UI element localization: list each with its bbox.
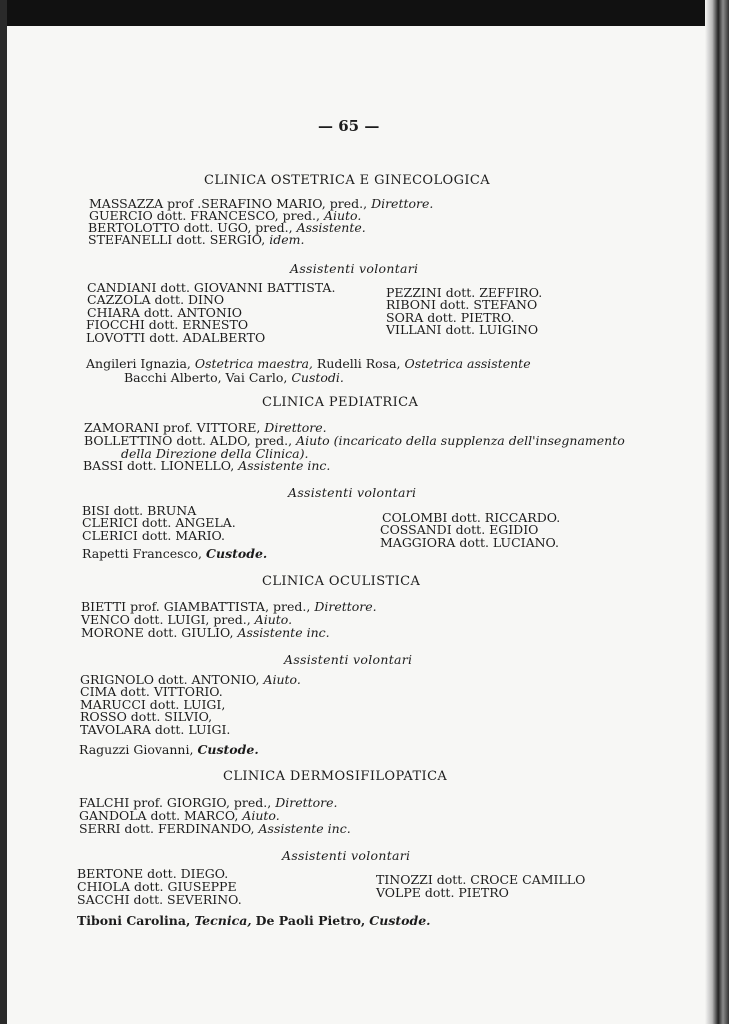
- volunteer-name: TAVOLARA dott. LUIGI.: [80, 722, 231, 737]
- volunteer-name: CHIARA dott. ANTONIO: [87, 305, 243, 320]
- volunteer-name: BISI dott. BRUNA: [82, 503, 197, 518]
- staff-line: BERTOLOTTO dott. UGO, pred., Assistente.: [88, 220, 366, 235]
- volunteer-name: CLERICI dott. ANGELA.: [82, 515, 236, 530]
- volunteer-name: CAZZOLA dott. DINO: [87, 292, 225, 307]
- staff-line: GANDOLA dott. MARCO, Aiuto.: [79, 808, 280, 823]
- volunteer-name: COLOMBI dott. RICCARDO.: [382, 510, 561, 525]
- volunteer-name: BERTONE dott. DIEGO.: [77, 866, 229, 881]
- staff-line: BIETTI prof. GIAMBATTISTA, pred., Direttore.: [81, 599, 377, 614]
- staff-line: GUERCIO dott. FRANCESCO, pred., Aiuto.: [89, 208, 362, 223]
- staff-line: MORONE dott. GIULIO, Assistente inc.: [81, 625, 330, 640]
- scan-left-border: [0, 0, 7, 1024]
- volunteers-heading: Assistenti volontari: [282, 848, 411, 863]
- volunteer-name: TINOZZI dott. CROCE CAMILLO: [376, 872, 586, 887]
- volunteer-name: CANDIANI dott. GIOVANNI BATTISTA.: [87, 280, 336, 295]
- volunteer-name: PEZZINI dott. ZEFFIRO.: [386, 285, 543, 300]
- page-number: — 65 —: [318, 117, 380, 135]
- volunteer-name: RIBONI dott. STEFANO: [386, 297, 538, 312]
- staff-line: STEFANELLI dott. SERGIO, idem.: [88, 232, 305, 247]
- volunteer-name: CIMA dott. VITTORIO.: [80, 684, 223, 699]
- volunteer-name: GRIGNOLO dott. ANTONIO, Aiuto.: [80, 672, 301, 687]
- section-heading-ostetrica: CLINICA OSTETRICA E GINECOLOGICA: [204, 173, 491, 188]
- book-spine-edge: [705, 0, 729, 1024]
- section-heading-pediatrica: CLINICA PEDIATRICA: [262, 395, 419, 410]
- staff-line: della Direzione della Clinica).: [121, 446, 309, 461]
- volunteer-name: VOLPE dott. PIETRO: [376, 885, 509, 900]
- staff-line: VENCO dott. LUIGI, pred., Aiuto.: [81, 612, 293, 627]
- volunteer-name: SORA dott. PIETRO.: [386, 310, 515, 325]
- custodian-line: Bacchi Alberto, Vai Carlo, Custodi.: [124, 370, 344, 385]
- volunteer-name: COSSANDI dott. EGIDIO: [380, 522, 539, 537]
- volunteer-name: VILLANI dott. LUIGINO: [386, 322, 539, 337]
- volunteer-name: MAGGIORA dott. LUCIANO.: [380, 535, 560, 550]
- volunteer-name: LOVOTTI dott. ADALBERTO: [86, 330, 266, 345]
- volunteer-name: MARUCCI dott. LUIGI,: [80, 697, 226, 712]
- section-heading-dermosifilopatica: CLINICA DERMOSIFILOPATICA: [223, 769, 448, 784]
- volunteers-heading: Assistenti volontari: [284, 652, 413, 667]
- volunteers-heading: Assistenti volontari: [290, 261, 419, 276]
- section-heading-oculistica: CLINICA OCULISTICA: [262, 574, 421, 589]
- custodian-line: Tiboni Carolina, Tecnica, De Paoli Pietro, Custode.: [77, 913, 431, 928]
- scan-top-border: [0, 0, 729, 26]
- staff-line: BASSI dott. LIONELLO, Assistente inc.: [83, 458, 331, 473]
- staff-line: BOLLETTINO dott. ALDO, pred., Aiuto (incaricato della supplenza dell'insegnamento: [84, 433, 625, 448]
- custodian-line: Angileri Ignazia, Ostetrica maestra, Rudelli Rosa, Ostetrica assistente: [86, 356, 531, 371]
- staff-line: FALCHI prof. GIORGIO, pred., Direttore.: [79, 795, 338, 810]
- volunteer-name: FIOCCHI dott. ERNESTO: [86, 317, 249, 332]
- staff-line: SERRI dott. FERDINANDO, Assistente inc.: [79, 821, 351, 836]
- volunteer-name: CLERICI dott. MARIO.: [82, 528, 225, 543]
- custodian-line: Rapetti Francesco, Custode.: [82, 546, 268, 561]
- staff-line: ZAMORANI prof. VITTORE, Direttore.: [84, 420, 327, 435]
- staff-line: MASSAZZA prof .SERAFINO MARIO, pred., Direttore.: [89, 196, 434, 211]
- volunteer-name: SACCHI dott. SEVERINO.: [77, 892, 242, 907]
- volunteers-heading: Assistenti volontari: [288, 485, 417, 500]
- volunteer-name: CHIOLA dott. GIUSEPPE: [77, 879, 237, 894]
- volunteer-name: ROSSO dott. SILVIO,: [80, 709, 213, 724]
- custodian-line: Raguzzi Giovanni, Custode.: [79, 742, 259, 757]
